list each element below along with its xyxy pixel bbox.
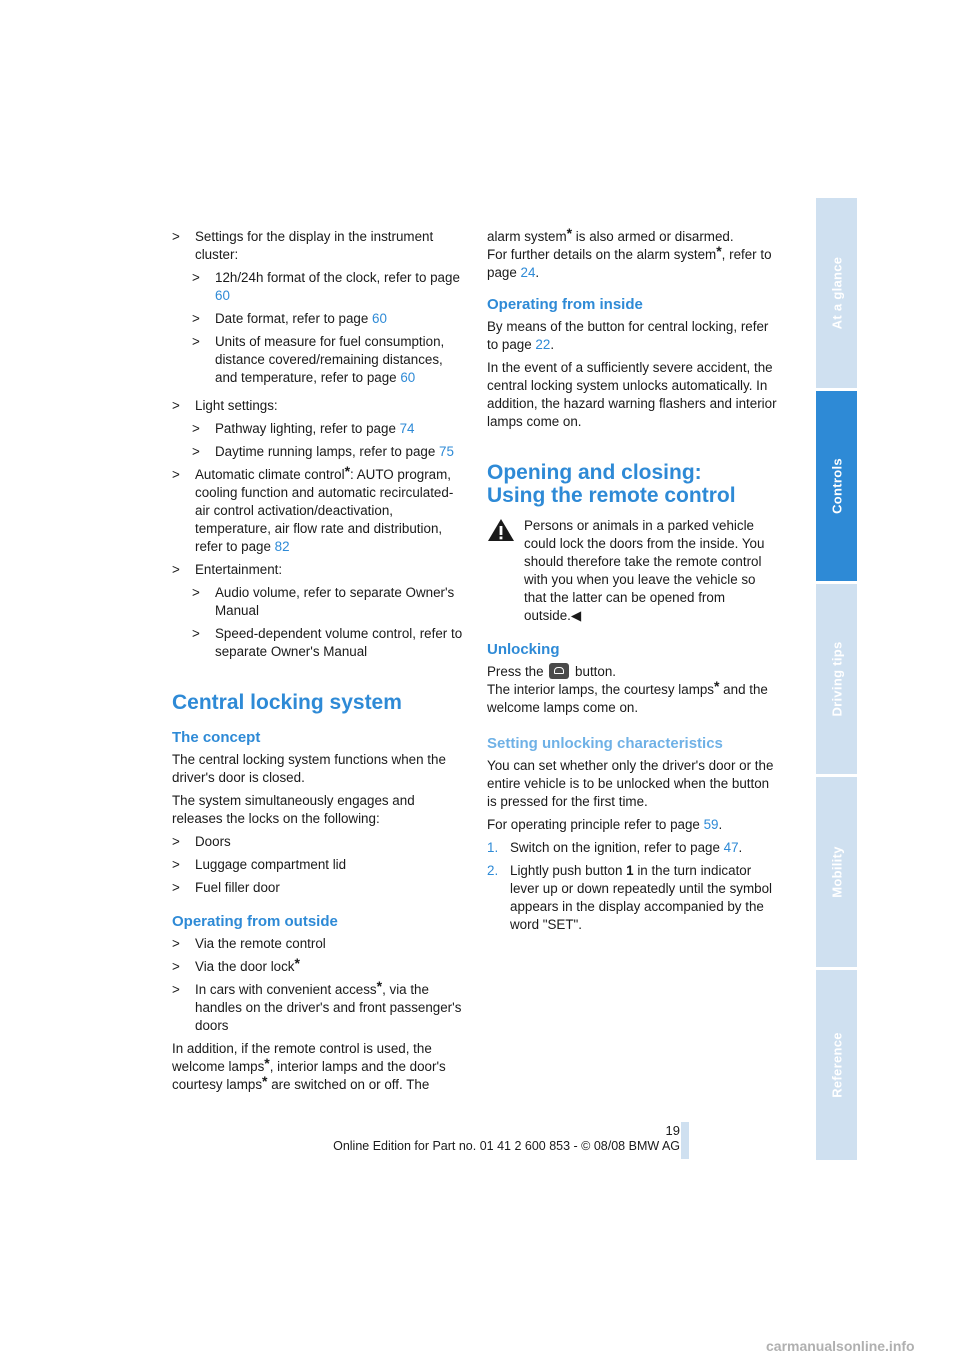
list-item: > Settings for the display in the instrument cluster: xyxy=(172,228,464,264)
section-heading-central-locking: Central locking system xyxy=(172,691,402,714)
tab-driving-tips[interactable]: Driving tips xyxy=(816,584,857,774)
page-link[interactable]: 59 xyxy=(703,817,719,832)
optional-star: * xyxy=(714,678,720,694)
optional-star: * xyxy=(344,463,351,479)
page-link[interactable]: 82 xyxy=(274,539,290,554)
paragraph: The central locking system functions when the driver's door is closed. xyxy=(172,752,446,785)
list-item: > Audio volume, refer to separate Owner's Manual xyxy=(172,584,464,620)
chapter-sidebar xyxy=(816,198,857,1160)
page-marker-bar xyxy=(681,1122,689,1159)
list-item: > Via the remote control xyxy=(172,935,464,953)
paragraph: In addition, if the remote control is used, the welcome lamps*, interior lamps and the door's courtesy lamps* are switched on or off. The xyxy=(172,1041,446,1092)
subheading-unlocking: Unlocking xyxy=(487,641,560,658)
footer-edition: Online Edition for Part no. 01 41 2 600 853 - © 08/08 BMW AG xyxy=(333,1139,680,1153)
list-item: > Entertainment: xyxy=(172,561,464,579)
subheading-operating-outside: Operating from outside xyxy=(172,913,338,930)
list-item: > Doors xyxy=(172,833,464,851)
tab-mobility[interactable]: Mobility xyxy=(816,777,857,967)
watermark: carmanualsonline.info xyxy=(766,1338,915,1354)
warning-note xyxy=(487,517,779,625)
end-mark: ◀ xyxy=(570,608,582,623)
page-link[interactable]: 60 xyxy=(372,311,387,326)
list-item: > Units of measure for fuel consumption, distance covered/remaining distances, and temperature, refer to page 60 xyxy=(172,333,464,387)
tab-at-a-glance[interactable]: At a glance xyxy=(816,198,857,388)
page-number: 19 xyxy=(665,1123,680,1138)
paragraph: You can set whether only the driver's door or the entire vehicle is to be unlocked when the button is pressed for the first time. xyxy=(487,758,774,809)
page-link[interactable]: 74 xyxy=(399,421,415,436)
paragraph: By means of the button for central locking, refer to page 22. xyxy=(487,319,769,352)
optional-star: * xyxy=(264,1055,270,1071)
list-item: > Light settings: xyxy=(172,397,464,415)
left-column xyxy=(172,228,464,1099)
optional-star: * xyxy=(376,978,383,994)
optional-star: * xyxy=(716,243,722,259)
list-item: > Luggage compartment lid xyxy=(172,856,464,874)
page-link[interactable]: 22 xyxy=(535,337,551,352)
subheading-setting-unlocking: Setting unlocking characteristics xyxy=(487,735,723,752)
unlock-key-icon xyxy=(549,663,569,679)
list-item: > Date format, refer to page 60 xyxy=(172,310,464,328)
list-item: > 12h/24h format of the clock, refer to page 60 xyxy=(172,269,464,305)
page-link[interactable]: 47 xyxy=(723,840,739,855)
paragraph: For further details on the alarm system*, refer to page 24. xyxy=(487,243,772,280)
subheading-operating-inside: Operating from inside xyxy=(487,296,643,313)
numbered-step: 2. Lightly push button 1 in the turn indicator lever up or down repeatedly until the symbol appears in the display accompanied by the word "SET". xyxy=(487,863,773,932)
subheading-concept: The concept xyxy=(172,729,261,746)
list-item: > In cars with convenient access*, via the handles on the driver's and front passenger's doors xyxy=(172,981,464,1035)
paragraph: alarm system* is also armed or disarmed. xyxy=(487,225,734,244)
paragraph: The system simultaneously engages and releases the locks on the following: xyxy=(172,793,415,826)
optional-star: * xyxy=(262,1073,268,1089)
list-item: > Automatic climate control*: AUTO program, cooling function and automatic recirculated-air control activation/deactivation, temperature, air flow rate and distribution, refer to page 82 xyxy=(172,466,464,556)
section-heading-remote-control: Opening and closing: Using the remote control xyxy=(487,461,736,507)
paragraph: For operating principle refer to page 59. xyxy=(487,817,723,832)
paragraph: Press the button. xyxy=(487,664,616,679)
page-link[interactable]: 60 xyxy=(215,288,230,303)
numbered-step: 1. Switch on the ignition, refer to page 47. xyxy=(487,840,743,855)
list-item: > Daytime running lamps, refer to page 75 xyxy=(172,443,464,461)
paragraph: The interior lamps, the courtesy lamps* and the welcome lamps come on. xyxy=(487,678,768,715)
tab-controls[interactable]: Controls xyxy=(816,391,857,581)
optional-star: * xyxy=(566,225,573,241)
page-link[interactable]: 60 xyxy=(400,370,416,385)
list-item: > Via the door lock* xyxy=(172,958,464,976)
list-item: > Speed-dependent volume control, refer to separate Owner's Manual xyxy=(172,625,464,661)
page-link[interactable]: 24 xyxy=(520,265,536,280)
list-item: > Fuel filler door xyxy=(172,879,464,897)
tab-reference[interactable]: Reference xyxy=(816,970,857,1160)
warning-triangle-icon xyxy=(487,517,515,543)
page-link[interactable]: 75 xyxy=(439,444,454,459)
optional-star: * xyxy=(294,955,300,971)
warning-text-wrap: Persons or animals in a parked vehicle could lock the doors from the inside. You should therefore take the remote control with you when you leave the vehicle so that the latter can be opened from outside.◀ xyxy=(524,518,765,623)
right-column xyxy=(487,225,779,939)
paragraph: In the event of a sufficiently severe accident, the central locking system unlocks automatically. In addition, the hazard warning flashers and interior lamps come on. xyxy=(487,360,777,429)
list-item: > Pathway lighting, refer to page 74 xyxy=(172,420,464,438)
